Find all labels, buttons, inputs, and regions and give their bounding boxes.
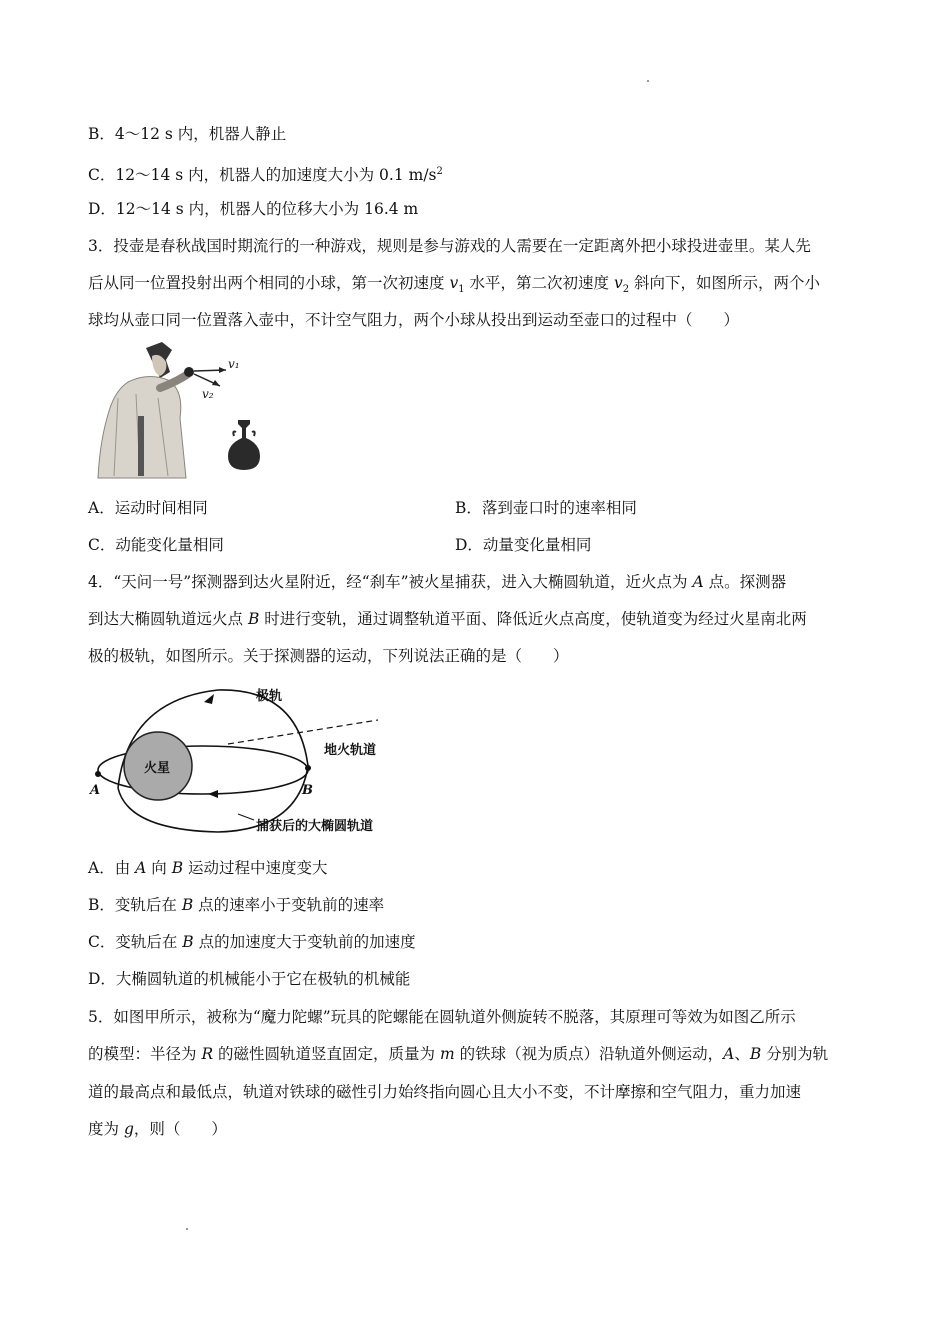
scan-dot — [647, 80, 649, 82]
q3-option-b: B．落到壶口时的速率相同 — [455, 499, 637, 517]
q2-option-b: B．4～12 s 内，机器人静止 — [88, 125, 287, 143]
point-b-dot — [305, 765, 311, 771]
label-polar-orbit: 极轨 — [256, 689, 283, 704]
q3-stem-line1: 3．投壶是春秋战国时期流行的一种游戏，规则是参与游戏的人需要在一定距离外把小球投进壶里。某人先 — [88, 237, 811, 255]
q3-figure — [88, 338, 278, 486]
robe-sash — [138, 416, 144, 476]
q5-stem-line2: 的模型：半径为 R 的磁性圆轨道竖直固定，质量为 m 的铁球（视为质点）沿轨道外侧运动，A、B 分别为轨 — [88, 1045, 829, 1063]
q4-stem-line3: 极的极轨，如图所示。关于探测器的运动，下列说法正确的是（ ） — [88, 647, 569, 665]
label-v2: v₂ — [202, 387, 214, 401]
q4-stem-line2: 到达大椭圆轨道远火点 B 时进行变轨，通过调整轨道平面、降低近火点高度，使轨道变为经过火星南北两 — [88, 610, 807, 628]
q4-stem-line1: 4．“天问一号”探测器到达火星附近，经“刹车”被火星捕获，进入大椭圆轨道，近火点为 A 点。探测器 — [88, 573, 787, 591]
scan-dot — [186, 1228, 188, 1230]
label-v1: v₁ — [228, 357, 240, 371]
label-mars: 火星 — [144, 761, 171, 776]
q3-stem-line2: 后从同一位置投射出两个相同的小球，第一次初速度 $v_1$ 水平，第二次初速度 $v_2$ 斜向下，如图所示，两个小 — [88, 274, 821, 296]
q3-option-d: D．动量变化量相同 — [455, 536, 592, 554]
q5-stem-line3: 道的最高点和最低点，轨道对铁球的磁性引力始终指向圆心且大小不变，不计摩擦和空气阻力，重力加速 — [88, 1083, 802, 1101]
q2-option-c: C．12～14 s 内，机器人的加速度大小为 0.1 $m/s^2$ — [88, 166, 443, 185]
ball — [184, 367, 194, 377]
q5-stem-line1: 5．如图甲所示，被称为“魔力陀螺”玩具的陀螺能在圆轨道外侧旋转不脱落，其原理可等效为如图乙所示 — [88, 1008, 796, 1026]
q5-stem-line4: 度为 g，则（ ） — [88, 1120, 227, 1138]
q3-stem-line3: 球均从壶口同一位置落入壶中，不计空气阻力，两个小球从投出到运动至壶口的过程中（ ） — [88, 311, 740, 329]
q4-option-b: B．变轨后在 B 点的速率小于变轨前的速率 — [88, 896, 385, 914]
q3-option-c: C．动能变化量相同 — [88, 536, 224, 554]
q4-orbit-figure — [88, 680, 408, 842]
q4-option-a: A．由 A 向 B 运动过程中速度变大 — [88, 859, 328, 877]
point-a-dot — [95, 771, 101, 777]
q3-option-a: A．运动时间相同 — [88, 499, 208, 517]
q4-option-c: C．变轨后在 B 点的加速度大于变轨前的加速度 — [88, 933, 416, 951]
label-transfer-orbit: 地火轨道 — [324, 743, 377, 758]
q4-option-d: D．大椭圆轨道的机械能小于它在极轨的机械能 — [88, 970, 411, 988]
label-b: B — [302, 783, 313, 798]
q2-option-d: D．12～14 s 内，机器人的位移大小为 16.4 m — [88, 200, 419, 218]
label-capture-orbit: 捕获后的大椭圆轨道 — [256, 819, 374, 834]
label-a: A — [90, 783, 101, 798]
